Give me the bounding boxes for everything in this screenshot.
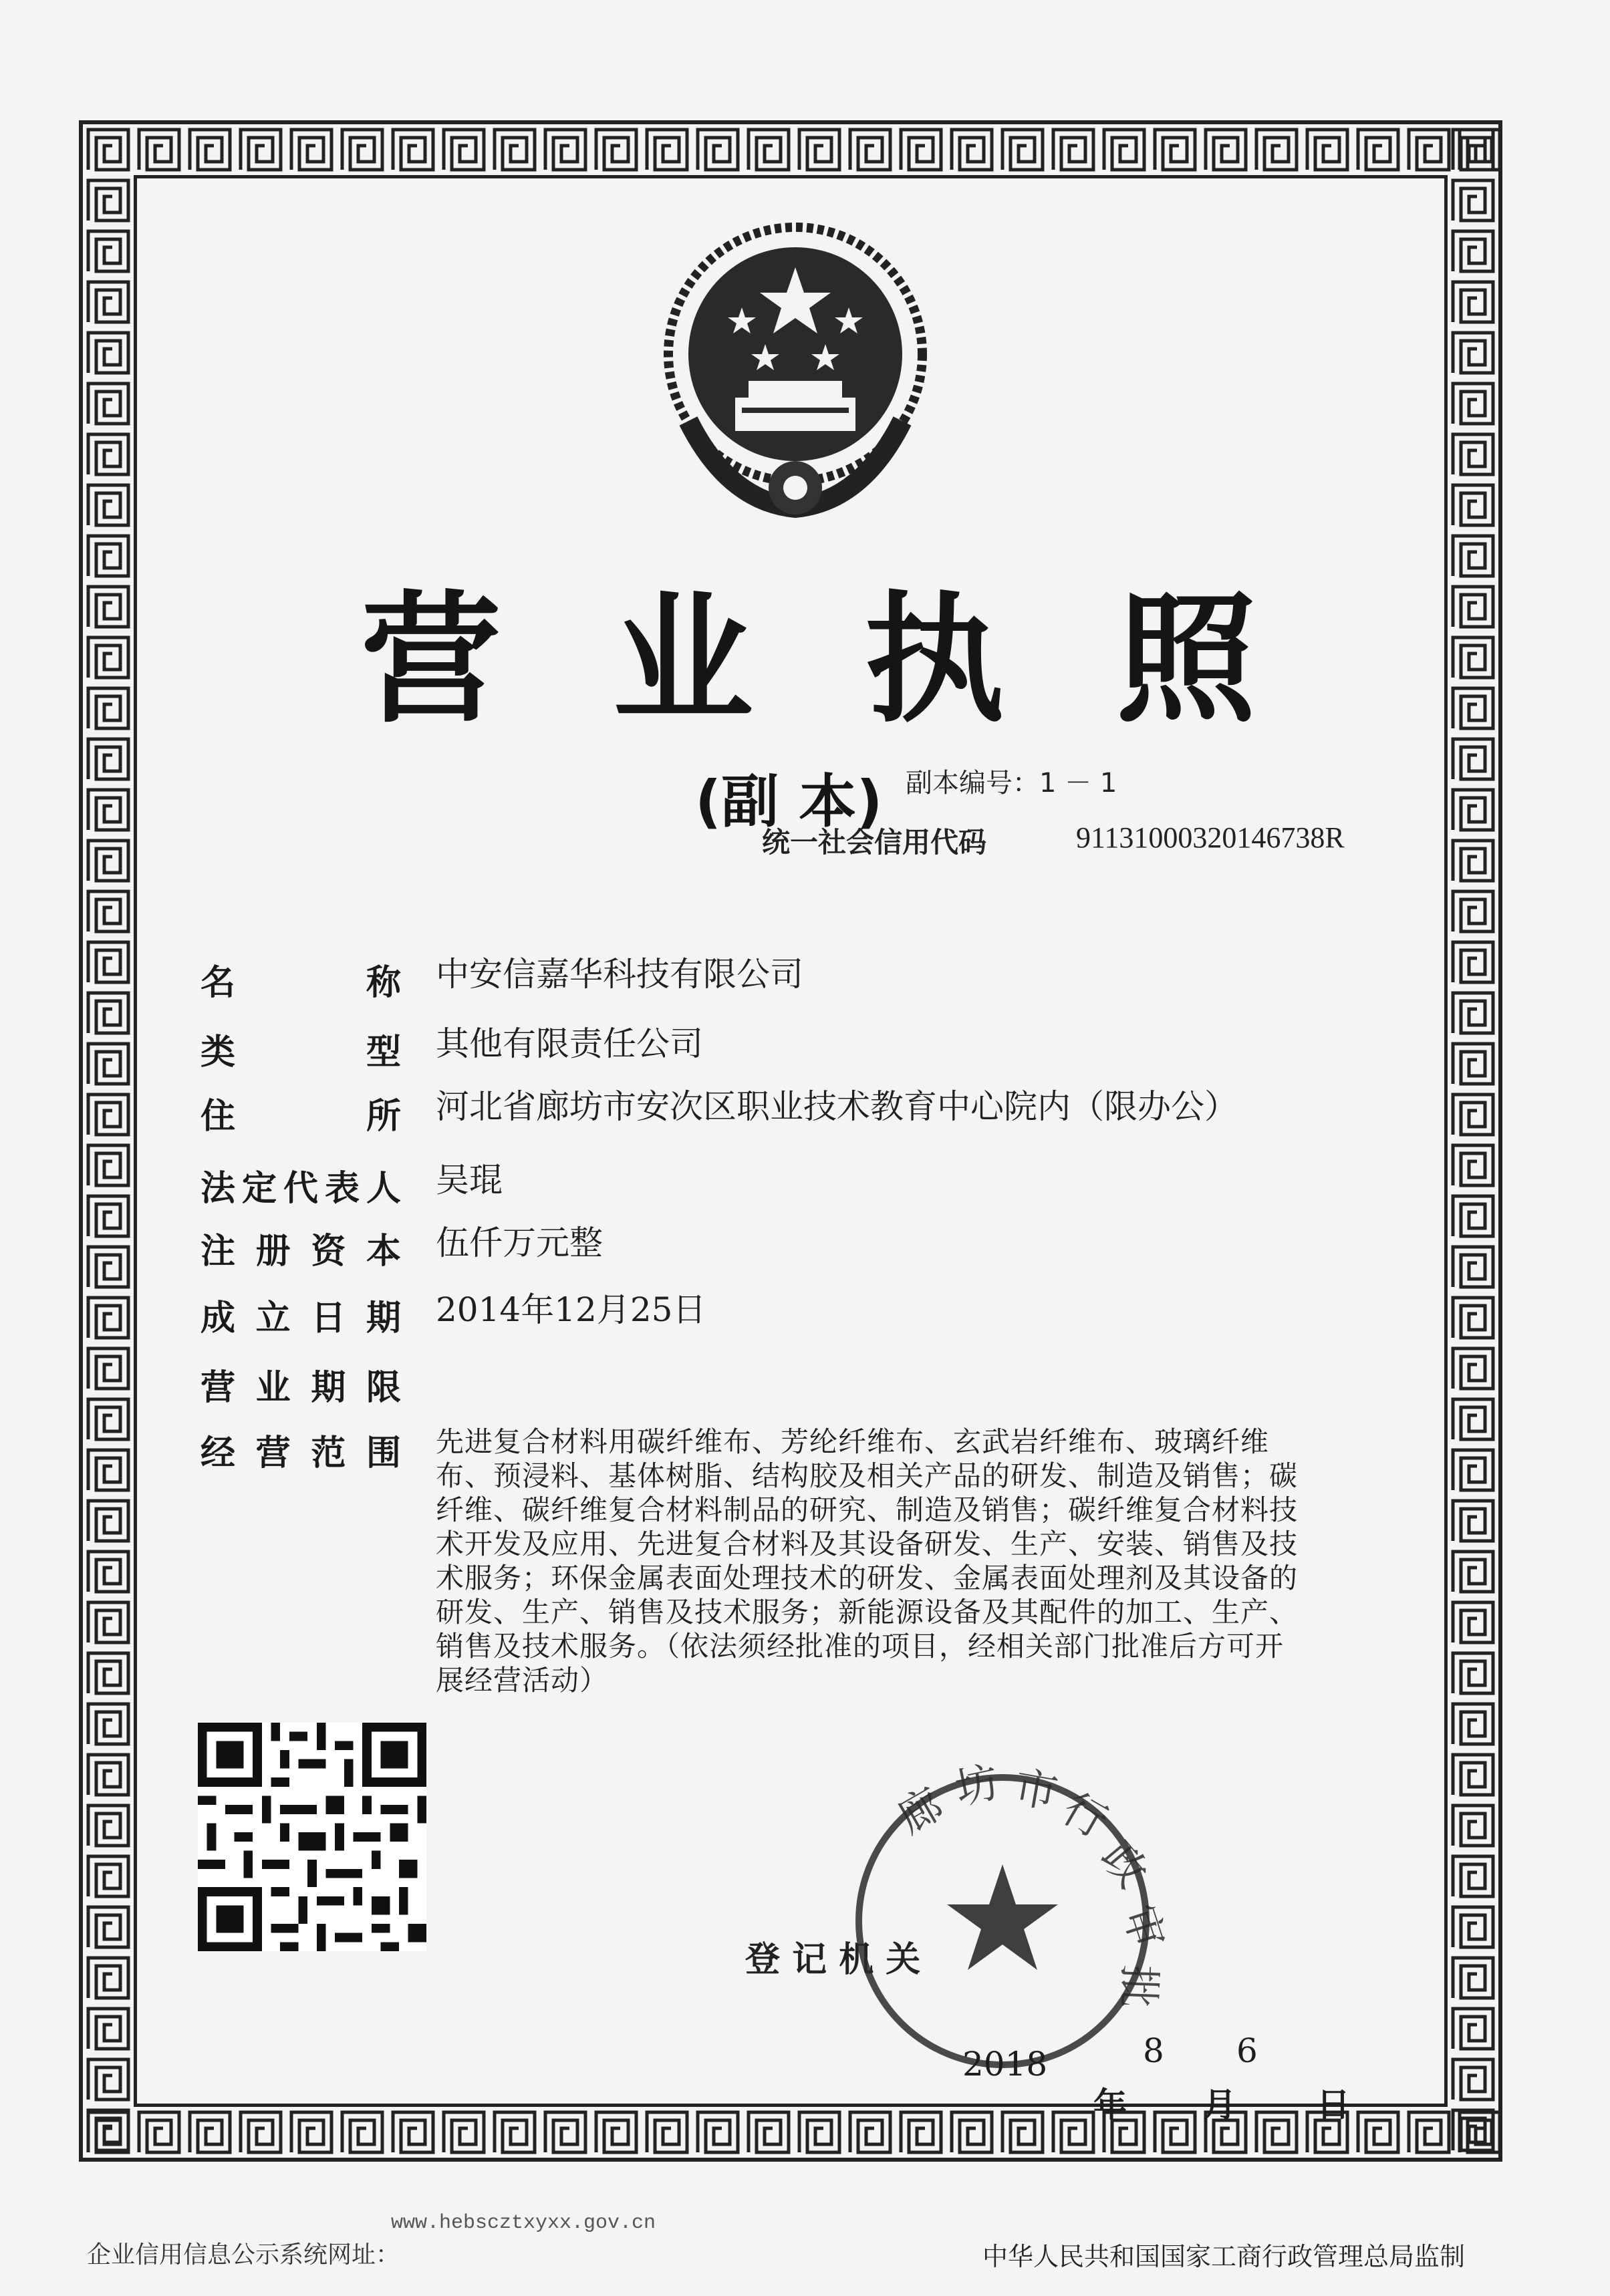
svg-text:行: 行 xyxy=(1054,1783,1116,1848)
registration-authority-label: 登 记 机 关 xyxy=(745,1940,921,1980)
fret-border-right xyxy=(1448,124,1498,2158)
field-label: 类 型 xyxy=(200,1032,401,1072)
field-label: 法 定 代 表 人 xyxy=(200,1169,401,1209)
field-label: 注 册 资 本 xyxy=(200,1232,401,1272)
issue-day: 6 xyxy=(1236,2031,1258,2070)
issue-year: 2018 xyxy=(962,2045,1048,2084)
issue-month: 8 xyxy=(1143,2031,1164,2070)
title-char: 照 xyxy=(1115,578,1256,742)
field-value-established: 2014年12月25日 xyxy=(436,1290,706,1329)
title-char: 执 xyxy=(864,578,1005,742)
year-char: 年 xyxy=(1093,2086,1127,2124)
license-title xyxy=(361,548,1256,748)
footer-url: www.hebscztxyxx.gov.cn xyxy=(391,2212,656,2235)
fret-border-top xyxy=(83,124,1498,175)
field-value-legal-rep: 吴琨 xyxy=(436,1161,503,1199)
footer-website-label: 企业信用信息公示系统网址： xyxy=(87,2241,400,2269)
day-char: 日 xyxy=(1317,2086,1350,2124)
svg-text:市: 市 xyxy=(1011,1762,1062,1819)
field-label: 经 营 范 围 xyxy=(200,1433,401,1473)
svg-text:批: 批 xyxy=(1112,1964,1164,2009)
field-label: 营 业 期 限 xyxy=(200,1368,401,1408)
month-char: 月 xyxy=(1203,2086,1236,2124)
qr-code-icon xyxy=(198,1723,426,1951)
field-value-scope: 先进复合材料用碳纤维布、芳纶纤维布、玄武岩纤维布、玻璃纤维布、预浸料、基体树脂、结构胶及相关产品的研发、制造及销售；碳纤维、碳纤维复合材料制品的研究、制造及销售；碳纤维复合材料技术开发及应用、先进复合材料及其设备研发、生产、安装、销售及技术服务；环保金属表面处理技术的研发、金属表面处理剂及其设备的研发、生产、销售及技术服务；新能源设备及其配件的加工、生产、销售及技术服务。（依法须经批准的项目，经相关部门批准后方可开展经营活动） xyxy=(436,1425,1299,1697)
footer-issuer: 中华人民共和国国家工商行政管理总局监制 xyxy=(982,2242,1466,2271)
field-value-address: 河北省廊坊市安次区职业技术教育中心院内（限办公） xyxy=(436,1087,1238,1126)
field-label: 住 所 xyxy=(200,1097,401,1137)
svg-text:审: 审 xyxy=(1112,1899,1173,1955)
fret-border-left xyxy=(83,124,134,2158)
credit-code-label: 统一社会信用代码 xyxy=(762,826,987,859)
svg-text:坊: 坊 xyxy=(950,1757,1003,1815)
credit-code-value: 91131000320146738R xyxy=(1076,821,1345,854)
field-value-name: 中安信嘉华科技有限公司 xyxy=(436,955,803,994)
field-value-capital: 伍仟万元整 xyxy=(436,1224,603,1262)
svg-text:政: 政 xyxy=(1091,1832,1157,1898)
svg-text:廊: 廊 xyxy=(890,1779,952,1844)
copy-number: 副本编号：1 － 1 xyxy=(906,768,1117,799)
issue-date xyxy=(962,2031,1363,2125)
field-label: 名 称 xyxy=(200,963,401,1003)
national-emblem-icon xyxy=(648,221,942,528)
title-char: 业 xyxy=(612,578,753,742)
field-label: 成 立 日 期 xyxy=(200,1298,401,1338)
copy-label: (副 本) xyxy=(695,768,883,835)
field-value-type: 其他有限责任公司 xyxy=(436,1024,703,1063)
title-char: 营 xyxy=(361,578,502,742)
